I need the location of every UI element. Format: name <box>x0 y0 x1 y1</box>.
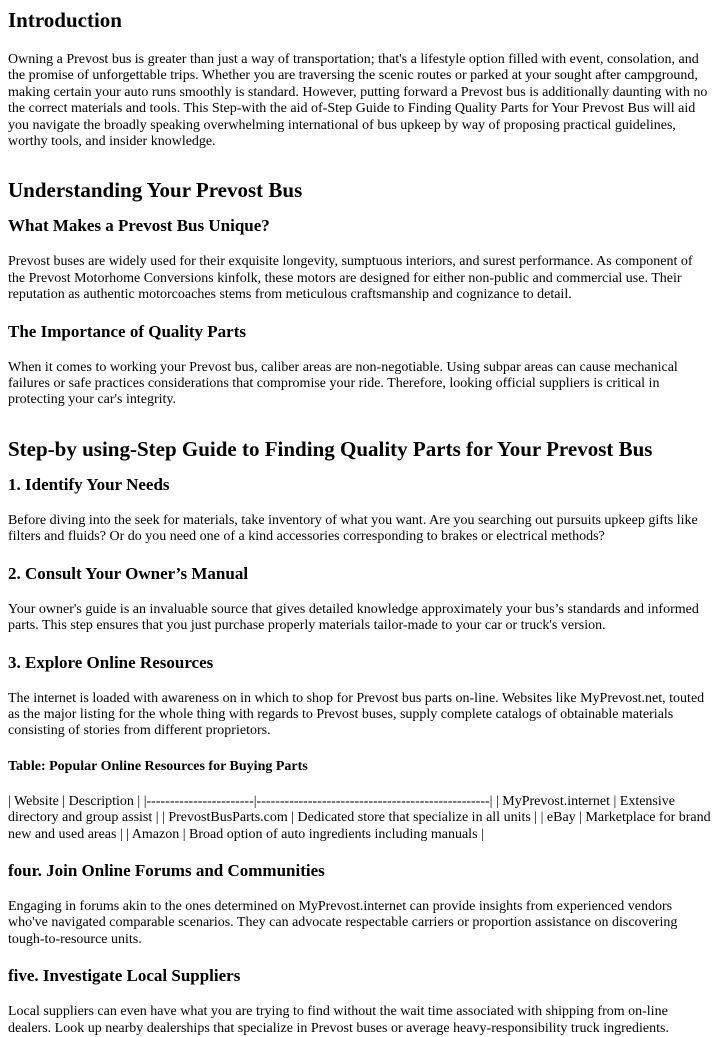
step2-heading: 2. Consult Your Owner’s Manual <box>8 563 249 583</box>
unique-paragraph: Prevost buses are widely used for their exquisite longevity, sumptuous interiors, and surest performance. As component of the Prevost Motorhome Conversions kinfolk, these motors are designed for either non-public and commercial use. Their reputation as authentic motorcoaches stems from meticulous craftsmanship and cognizance to detail. <box>8 254 693 303</box>
step3-heading: 3. Explore Online Resources <box>8 652 214 672</box>
step1-heading: 1. Identify Your Needs <box>8 474 170 494</box>
intro-heading: Introduction <box>8 8 122 32</box>
importance-paragraph: When it comes to working your Prevost bus, caliber areas are non-negotiable. Using subpar areas can cause mechanical failures or safe practices considerations that compromise your ride. Therefore, looking official suppliers is critical in protecting your car's integrity. <box>8 359 678 408</box>
unique-heading: What Makes a Prevost Bus Unique? <box>8 216 270 236</box>
table-text: | Website | Description | |-----------------------|--------------------------------------------------| | MyPrevost.internet | Extensive directory and group assist | | PrevostBusParts.com | Dedicated store that specialize in all units | | eBay | Marketplace for brand new and used areas | | Amazon | Broad option of auto ingredients including manuals | <box>8 793 711 842</box>
article <box>0 8 720 1037</box>
step5-paragraph: Local suppliers can even have what you are trying to find without the wait time associated with shipping from on-line dealers. Look up nearby dealerships that specialize in Prevost buses or average heavy-responsibility truck ingredients. <box>8 1004 669 1036</box>
importance-heading: The Importance of Quality Parts <box>8 321 246 341</box>
understanding-heading: Understanding Your Prevost Bus <box>8 178 303 203</box>
intro-paragraph: Owning a Prevost bus is greater than just a way of transportation; that's a lifestyle option filled with event, consolation, and the promise of unforgettable trips. Whether you are traversing the scenic routes or parked at your sought after campground, making certain your auto runs smoothly is standard. However, putting forward a Prevost bus is additionally daunting with no the correct materials and tools. This Step-with the aid of-Step Guide to Finding Quality Parts for Your Prevost Bus will aid you navigate the broadly speaking overwhelming international of bus upkeep by way of proposing practical guidelines, worthy tools, and insider knowledge. <box>8 52 708 150</box>
step1-paragraph: Before diving into the seek for materials, take inventory of what you want. Are you searching out pursuits upkeep gifts like filters and fluids? Or do you need one of a kind accessories corresponding to brakes or electrical methods? <box>8 512 698 545</box>
step2-paragraph: Your owner's guide is an invaluable source that gives detailed knowledge approximately your bus’s standards and informed parts. This step ensures that you just purchase properly materials tailor-made to your car or truck's version. <box>8 601 699 634</box>
step5-heading: five. Investigate Local Suppliers <box>8 966 241 986</box>
table-heading: Table: Popular Online Resources for Buying Parts <box>8 758 308 774</box>
step3-paragraph: The internet is loaded with awareness on in which to shop for Prevost bus parts on-line. Websites like MyPrevost.net, touted as the major listing for the whole thing with regards to Prevost buses, supply complete catalogs of obtainable materials consisting of stories from different proprietors. <box>8 690 705 739</box>
guide-heading: Step-by using-Step Guide to Finding Quality Parts for Your Prevost Bus <box>8 436 653 461</box>
step4-heading: four. Join Online Forums and Communities <box>8 860 325 880</box>
step4-paragraph: Engaging in forums akin to the ones determined on MyPrevost.internet can provide insights from experienced vendors who've navigated comparable scenarios. They can advocate respectable carriers or proportion assistance on discovering tough-to-resource units. <box>8 898 678 947</box>
